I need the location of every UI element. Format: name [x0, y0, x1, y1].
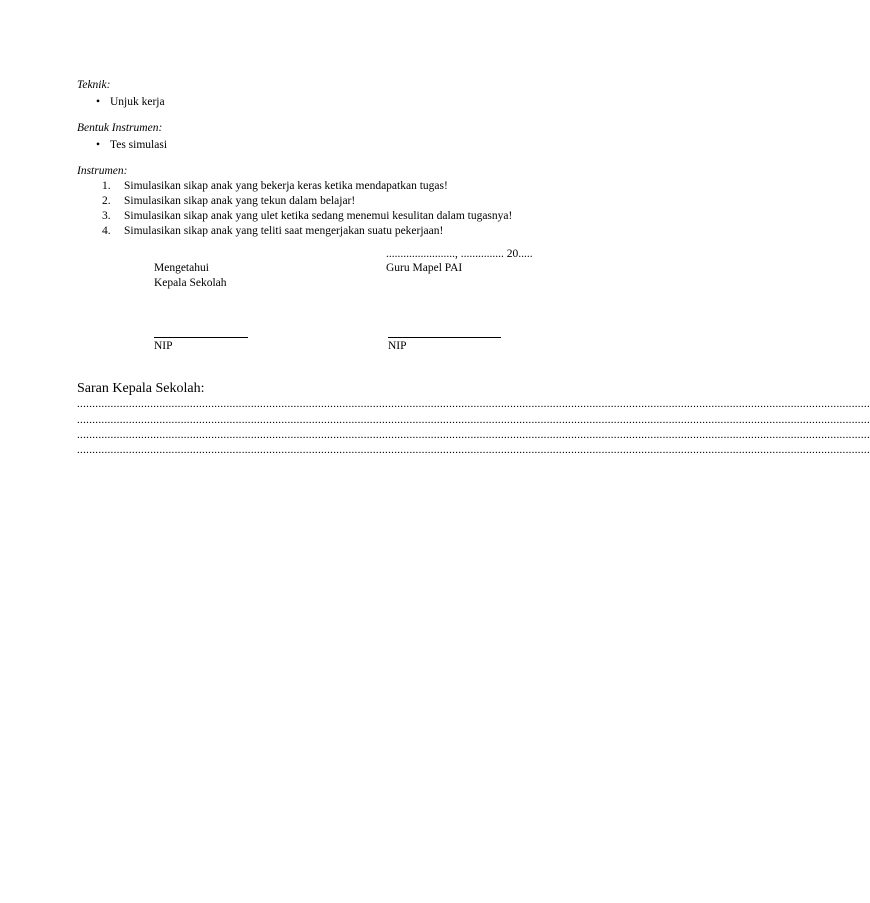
bullet-icon: •	[96, 96, 101, 108]
bullet-icon: •	[96, 139, 101, 151]
left-title-mengetahui: Mengetahui	[154, 262, 209, 274]
saran-label: Saran Kepala Sekolah:	[77, 381, 205, 396]
left-signature-line	[154, 337, 248, 338]
bentuk-item: • Tes simulasi	[96, 139, 168, 151]
right-signature-line	[388, 337, 501, 338]
date-line: ........................, ............... 20.....	[386, 248, 533, 260]
saran-line-1: ....................................................................................................................................................................................................................................................................	[77, 398, 870, 410]
instrumen-label: Instrumen:	[77, 165, 128, 177]
instrumen-item-3: 3. Simulasikan sikap anak yang ulet ketika sedang menemui kesulitan dalam tugasnya!	[102, 210, 513, 222]
bentuk-label: Bentuk Instrumen:	[77, 122, 163, 134]
right-nip: NIP	[388, 340, 407, 352]
teknik-item: • Unjuk kerja	[96, 96, 165, 108]
saran-line-2: ....................................................................................................................................................................................................................................................................	[77, 414, 870, 426]
right-title-guru: Guru Mapel PAI	[386, 262, 463, 274]
teknik-label: Teknik:	[77, 79, 111, 91]
saran-line-3: ....................................................................................................................................................................................................................................................................	[77, 429, 870, 441]
instrumen-item-4: 4. Simulasikan sikap anak yang teliti saat mengerjakan suatu pekerjaan!	[102, 225, 444, 237]
instrumen-item-2: 2. Simulasikan sikap anak yang tekun dalam belajar!	[102, 195, 356, 207]
left-title-kepala: Kepala Sekolah	[154, 277, 227, 289]
saran-line-4: ....................................................................................................................................................................................................................................................................	[77, 444, 870, 456]
left-nip: NIP	[154, 340, 173, 352]
instrumen-item-1: 1. Simulasikan sikap anak yang bekerja keras ketika mendapatkan tugas!	[102, 180, 448, 192]
